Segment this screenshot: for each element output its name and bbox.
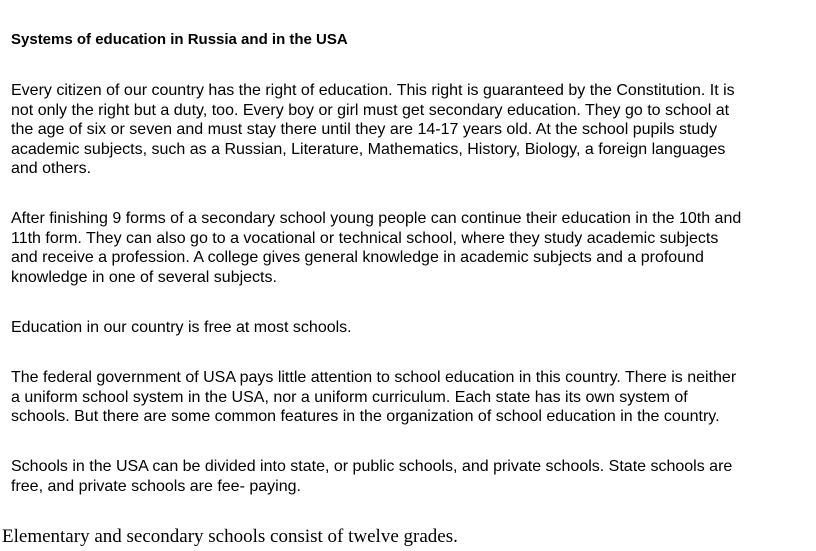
text-line: Education in our country is free at most schools. bbox=[11, 319, 352, 336]
paragraph-usa-schools bbox=[11, 457, 811, 496]
text-line: knowledge in one of several subjects. bbox=[11, 268, 277, 286]
text-line: a uniform school system in the USA, nor a uniform curriculum. Each state has its own system of bbox=[11, 388, 688, 406]
text-line: Schools in the USA can be divided into state, or public schools, and private schools. State schools are bbox=[11, 458, 733, 475]
text-line: 11th form. They can also go to a vocational or technical school, where they study academic subjects bbox=[11, 229, 719, 247]
text-line: and others. bbox=[11, 160, 92, 178]
document-title: Systems of education in Russia and in the USA bbox=[11, 31, 348, 48]
text-line: academic subjects, such as a Russian, Literature, Mathematics, History, Biology, a foreign languages bbox=[11, 140, 726, 158]
paragraph-russia-rights bbox=[11, 81, 811, 179]
text-line: After finishing 9 forms of a secondary school young people can continue their education in the 10th and bbox=[11, 210, 742, 227]
text-line: Every citizen of our country has the right of education. This right is guaranteed by the Constitution. It is bbox=[11, 82, 735, 99]
paragraph-russia-secondary bbox=[11, 209, 811, 287]
paragraph-usa-grades: Elementary and secondary schools consist of twelve grades. bbox=[2, 526, 458, 547]
text-line: free, and private schools are fee- paying. bbox=[11, 477, 301, 495]
text-line: the age of six or seven and must stay there until they are 14-17 years old. At the school pupils study bbox=[11, 121, 718, 139]
paragraph-russia-free bbox=[11, 318, 811, 338]
paragraph-usa-government bbox=[11, 368, 811, 427]
text-line: and receive a profession. A college gives general knowledge in academic subjects and a profound bbox=[11, 249, 704, 267]
text-line: The federal government of USA pays little attention to school education in this country. There is neither bbox=[11, 369, 737, 386]
text-line: not only the right but a duty, too. Every boy or girl must get secondary education. They go to school at bbox=[11, 101, 730, 119]
text-line: schools. But there are some common features in the organization of school education in the country. bbox=[11, 408, 720, 426]
